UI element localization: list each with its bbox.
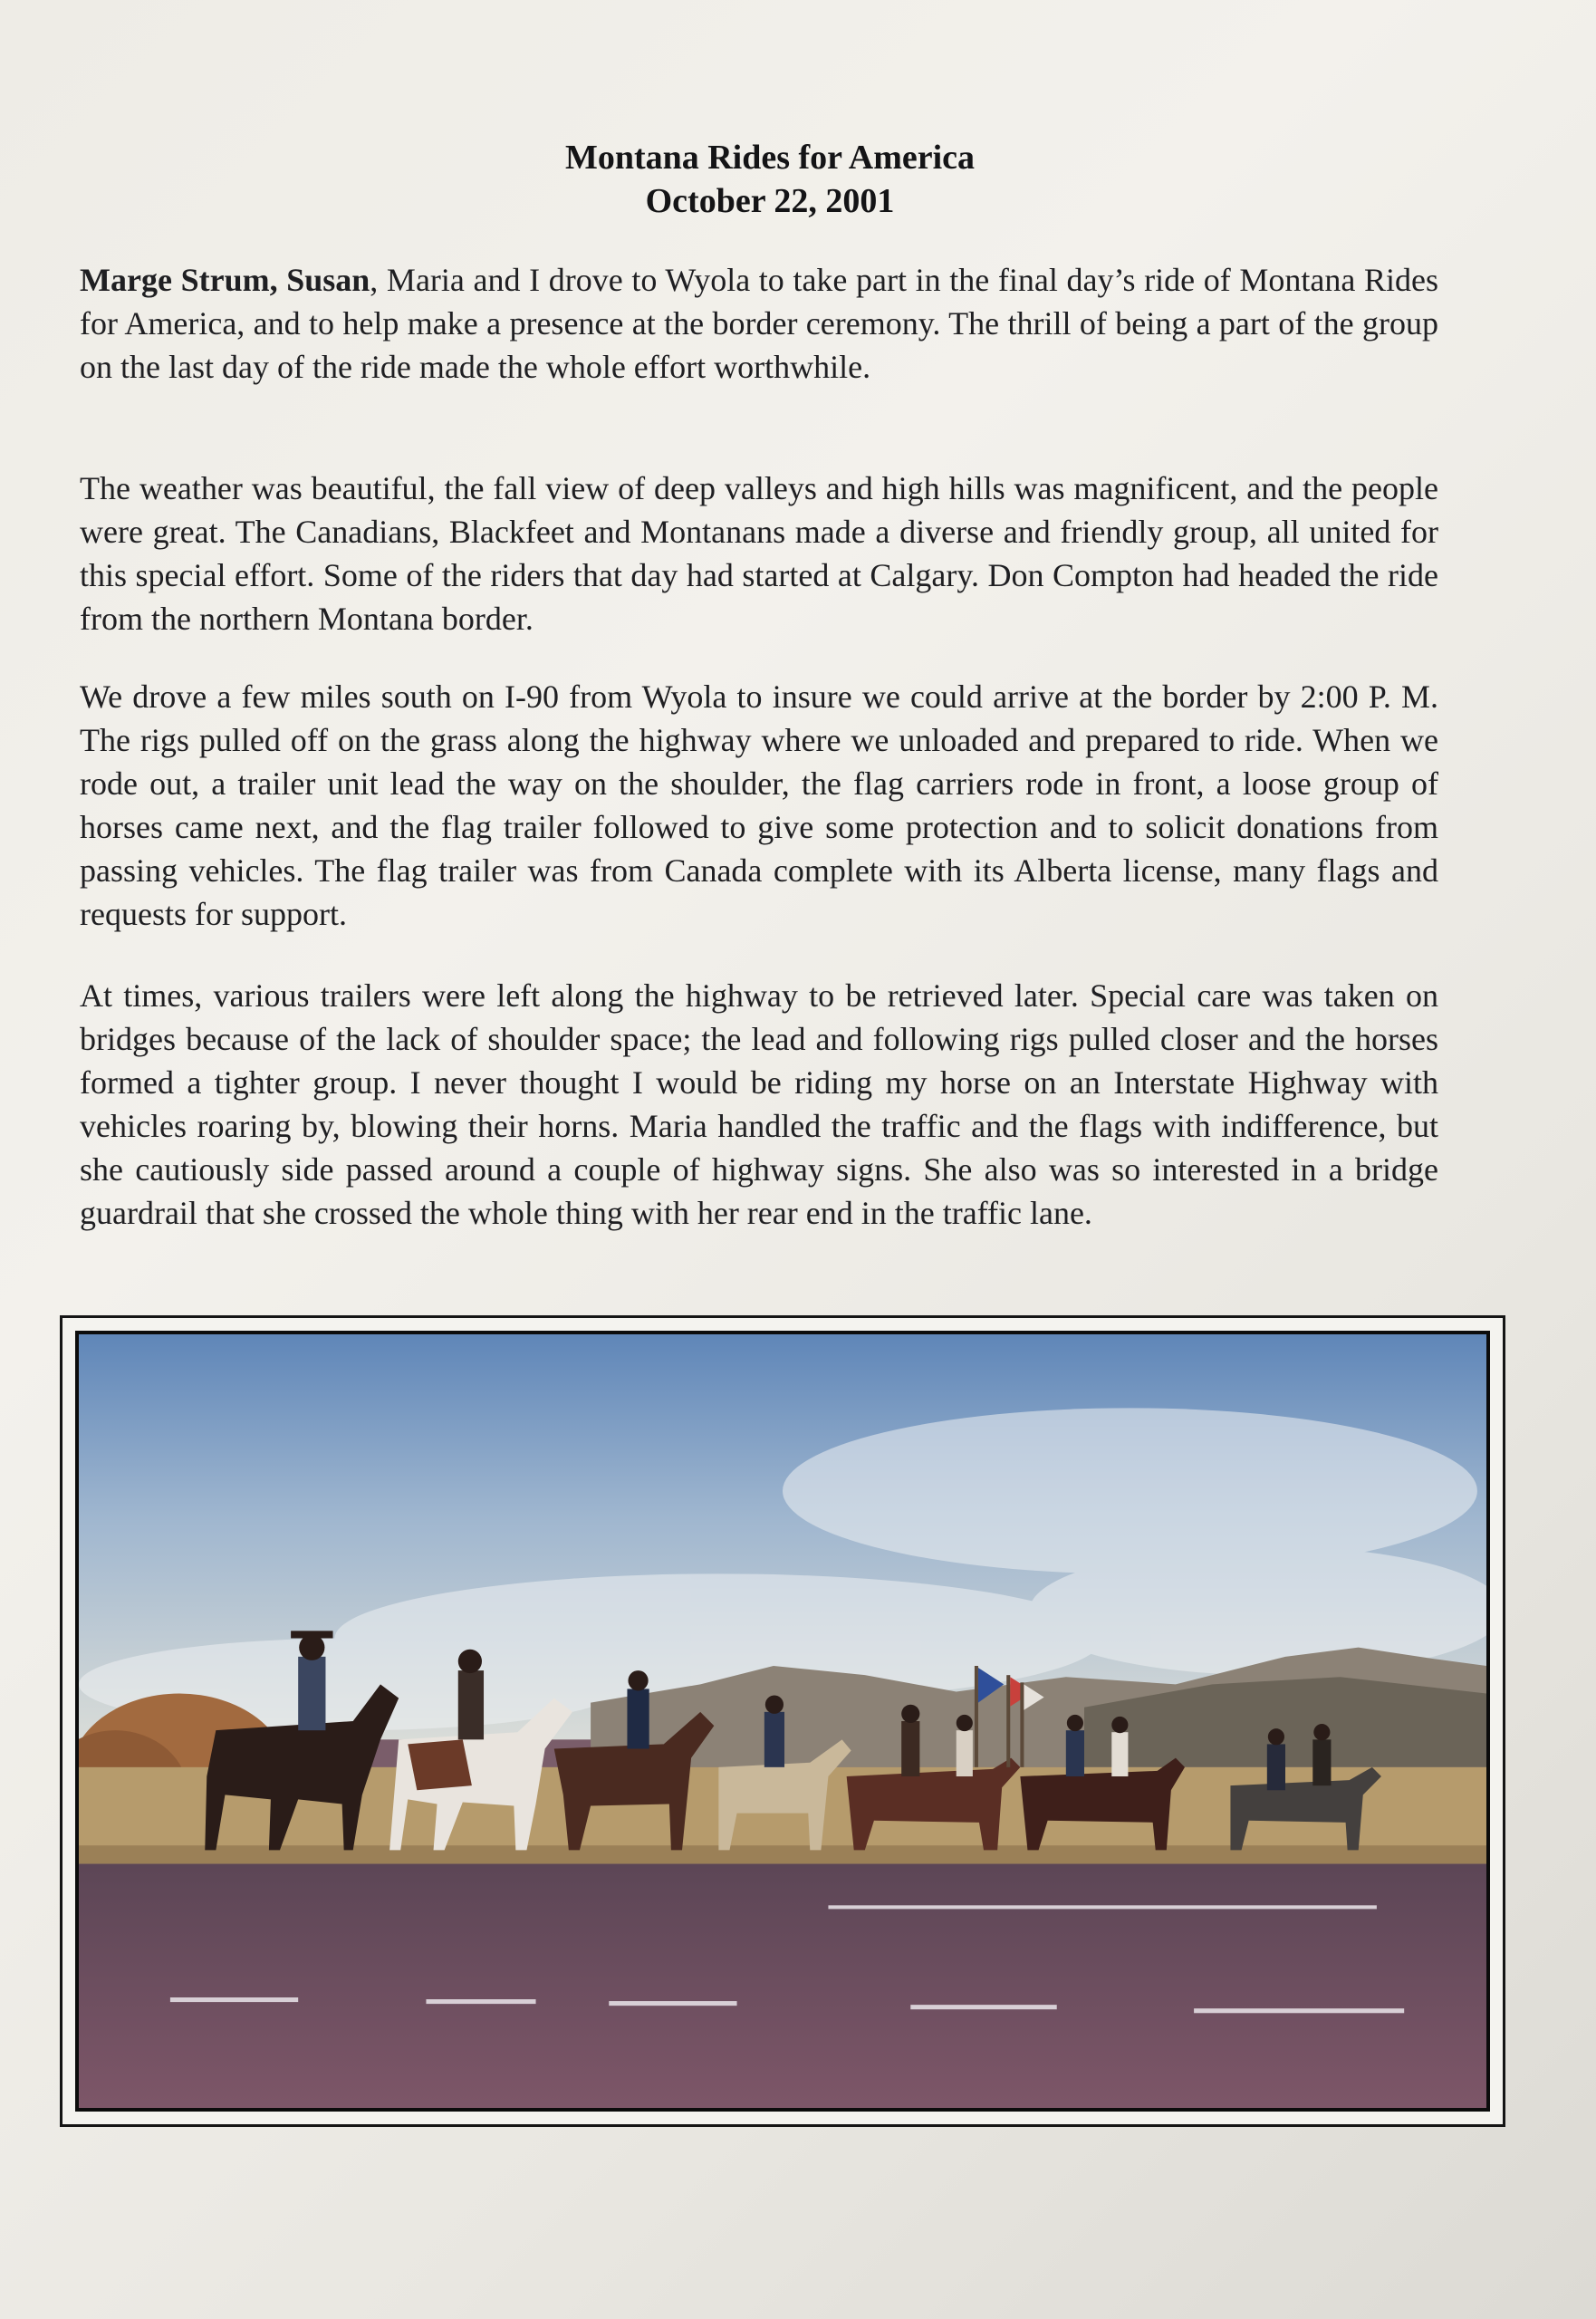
riders-photo — [75, 1331, 1490, 2112]
highway — [79, 1864, 1486, 2108]
paragraph-3: We drove a few miles south on I-90 from Wyola to insure we could arrive at the border by 2:00 P. M. The rigs pulled off on the grass along the highway where we unloaded and prepared to ride. When we rode out, a trailer unit lead the way on the shoulder, the flag carriers rode in front, a loose group of horses came next, and the flag trailer followed to give some protection and to solicit donations from passing vehicles. The flag trailer was from Canada complete with its Alberta license, many flags and requests for support. — [80, 678, 1438, 932]
photo-illustration — [79, 1334, 1486, 2108]
paragraph-1 — [80, 258, 1438, 389]
photo-frame — [60, 1315, 1505, 2127]
paragraph-2: The weather was beautiful, the fall view of deep valleys and high hills was magnificent, and the people were great. The Canadians, Blackfeet and Montanans made a diverse and friendly group, all united for this special effort. Some of the riders that day had started at Calgary. Don Compton had headed the ride from the northern Montana border. — [80, 470, 1438, 637]
paragraph-1-bold-names: Marge Strum, Susan — [80, 262, 370, 298]
paragraph-1-text: , Maria and I drove to Wyola to take part in the final day’s ride of Montana Rides for America, and to help make a presence at the border ceremony. The thrill of being a part of the group on the last day of the ride made the whole effort worthwhile. — [80, 262, 1438, 385]
document-date: October 22, 2001 — [645, 182, 895, 220]
paragraph-4: At times, various trailers were left along the highway to be retrieved later. Special care was taken on bridges because of the lack of shoulder space; the lead and following rigs pulled closer and the horses formed a tighter group. I never thought I would be riding my horse on an Interstate Highway with vehicles roaring by, blowing their horns. Maria handled the traffic and the flags with indifference, but she cautiously side passed around a couple of highway signs. She also was so interested in a bridge guardrail that she crossed the whole thing with her rear end in the traffic lane. — [80, 977, 1438, 1231]
title-block — [0, 136, 1540, 223]
document-title: Montana Rides for America — [564, 139, 976, 177]
